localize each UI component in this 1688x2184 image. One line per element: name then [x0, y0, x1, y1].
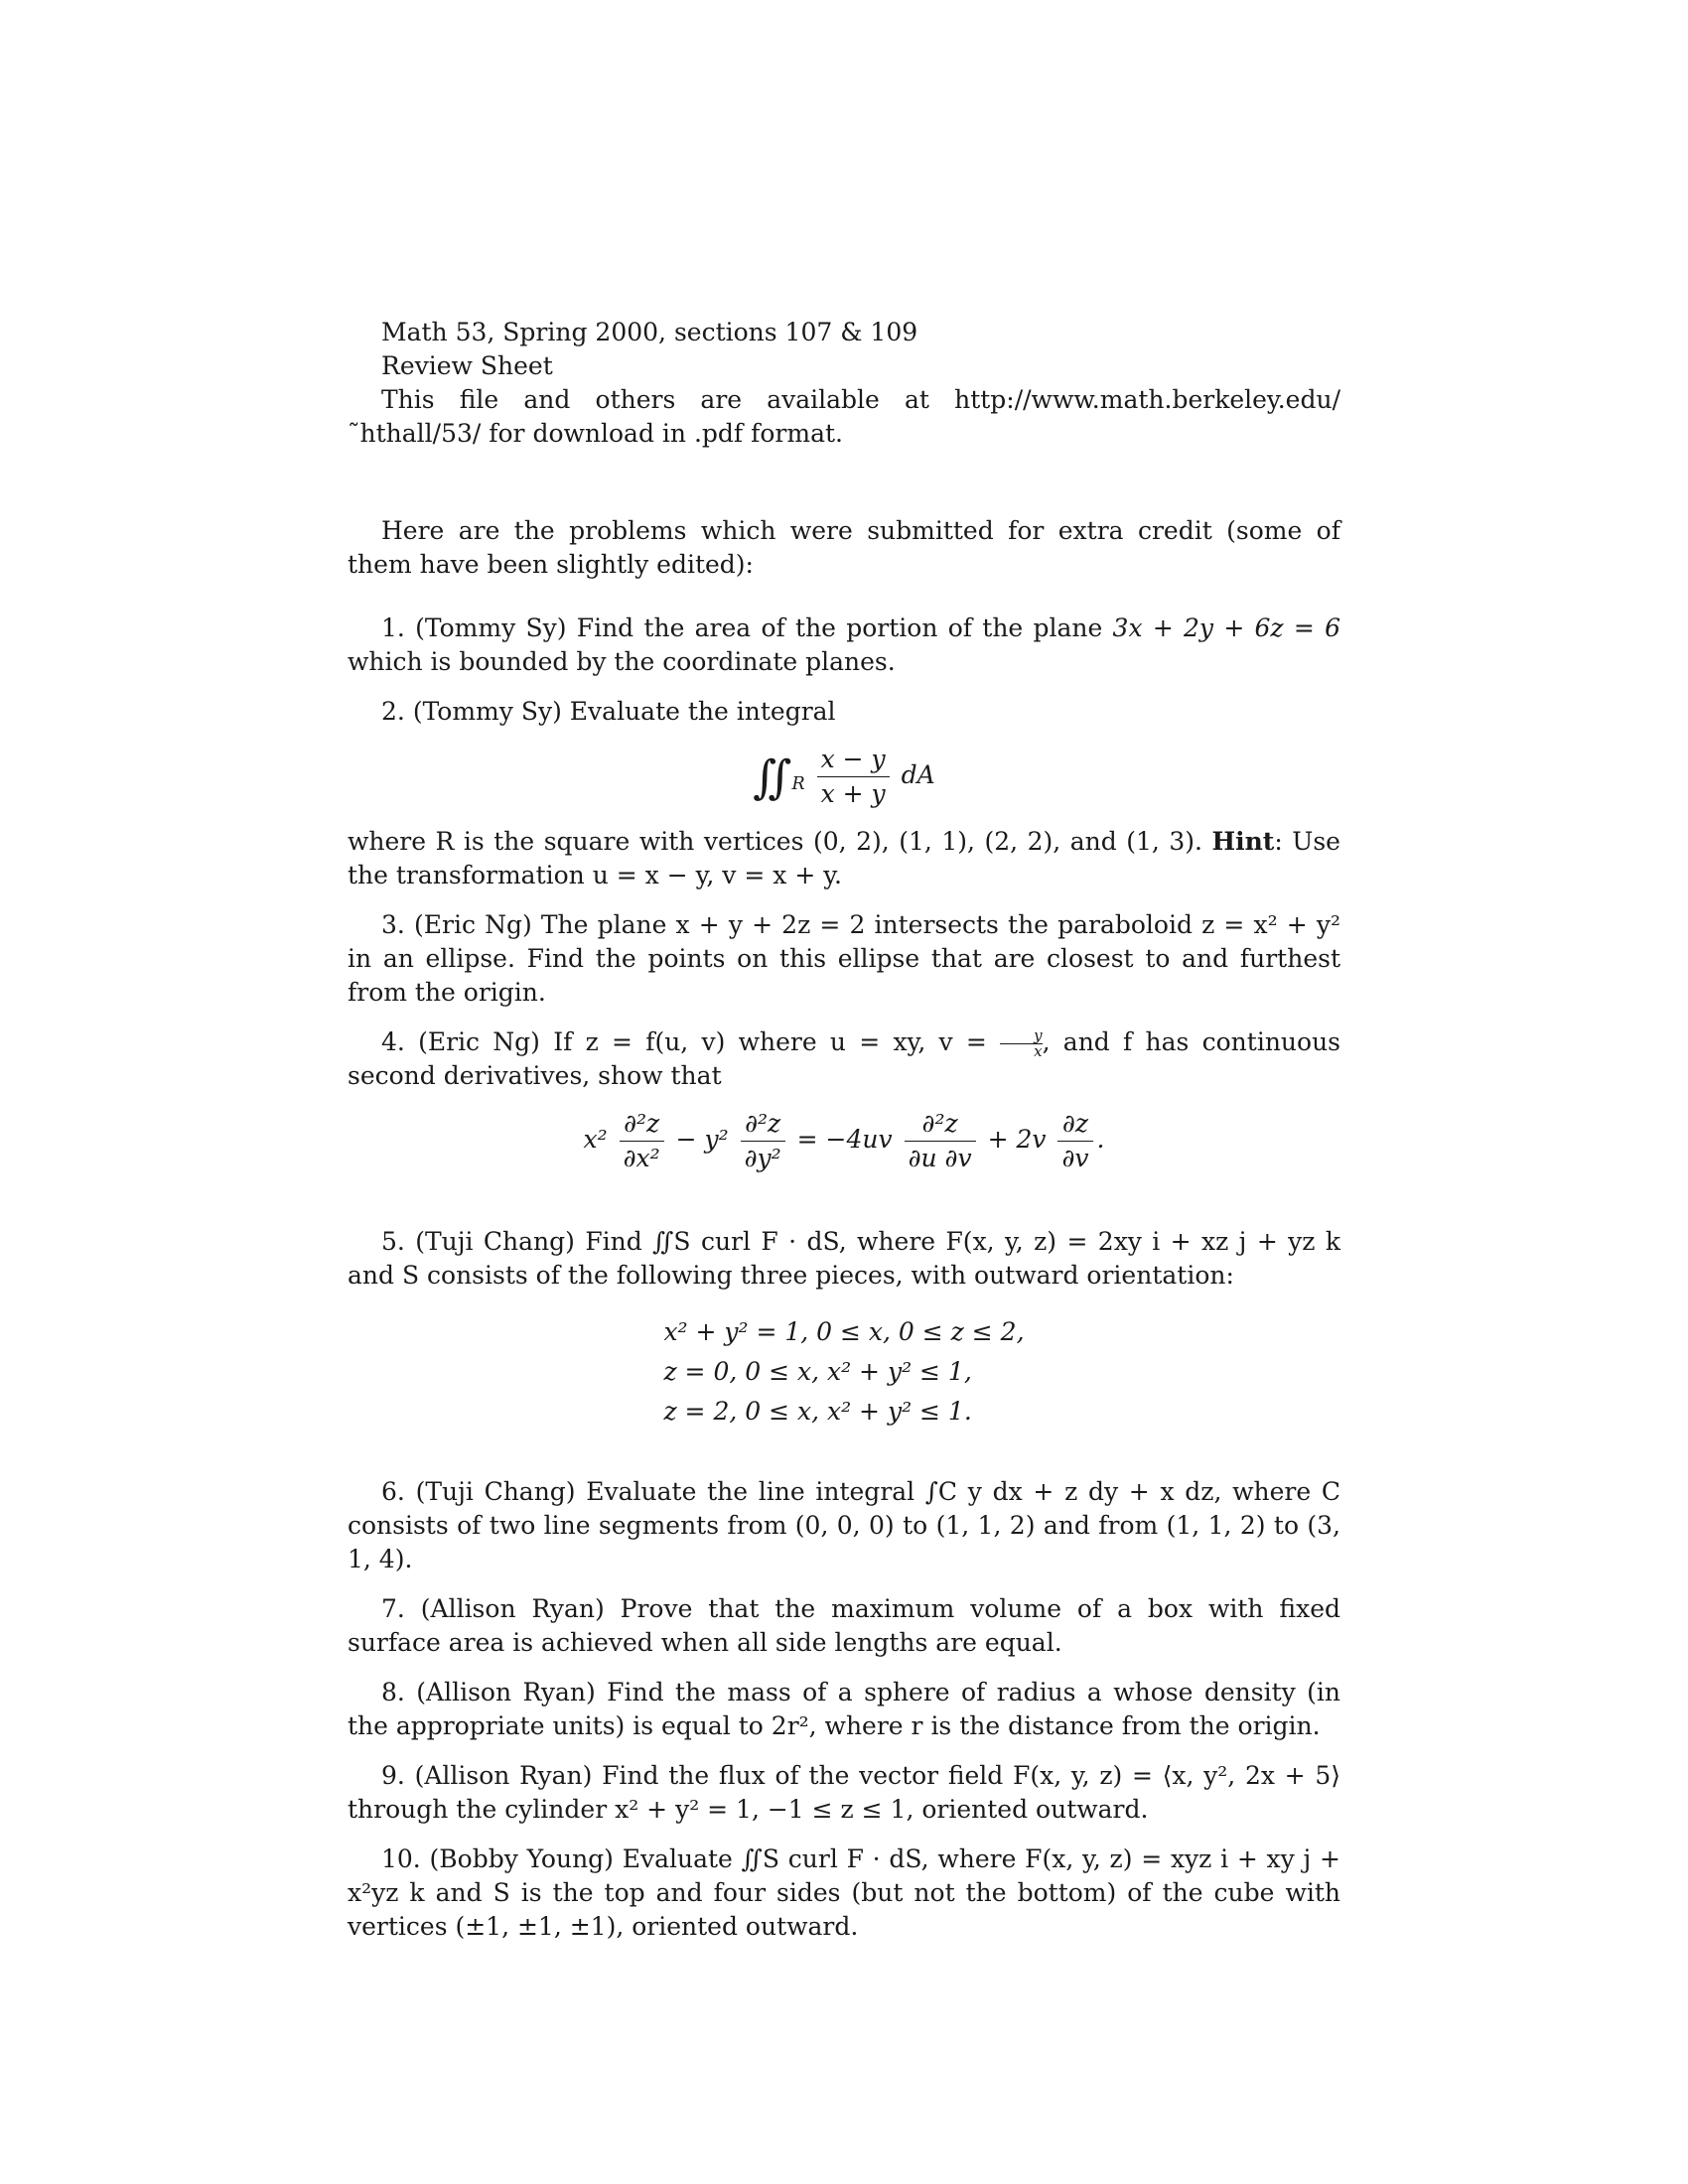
problem-3: 3. (Eric Ng) The plane x + y + 2z = 2 intersects the paraboloid z = x² + y² in an ellipse. Find the points on this ellipse that are closest to and furthest from the origin.	[348, 910, 1340, 1007]
problem-10: 10. (Bobby Young) Evaluate ∬S curl F · dS, where F(x, y, z) = xyz i + xy j + x²yz k and S is the top and four sides (but not the bottom) of the cube with vertices (±1, ±1, ±1), oriented outward.	[348, 1844, 1340, 1941]
integral-display: $∬_R$ $\frac{x - y}{x + y}$ dA	[348, 743, 1340, 811]
problem-7: 7. (Allison Ryan) Prove that the maximum volume of a box with fixed surface area is achieved when all side lengths are equal.	[348, 1594, 1340, 1657]
problem-5: 5. (Tuji Chang) Find ∬S curl F · dS, where F(x, y, z) = 2xy i + xz j + yz k and S consists of the following three pieces, with outward orientation: x² + y² = 1, 0 ≤ x, 0 ≤ z ≤ 2, z = 0, 0 ≤ x, x² + y² ≤ 1, z = 2, 0 ≤ x, x² + y² ≤ 1.	[348, 1225, 1340, 1432]
problem-1: 1. (Tommy Sy) Find the area of the portion of the plane 3x + 2y + 6z = 6 which is bounded by the coordinate planes.	[348, 614, 1340, 676]
problem-9: 9. (Allison Ryan) Find the flux of the vector field F(x, y, z) = ⟨x, y², 2x + 5⟩ through the cylinder x² + y² = 1, −1 ≤ z ≤ 1, oriented outward.	[348, 1761, 1340, 1824]
surface-piece: z = 2, 0 ≤ x, x² + y² ≤ 1.	[663, 1397, 972, 1426]
intro-paragraph: Here are the problems which were submitted for extra credit (some of them have been slightly edited):	[348, 516, 1340, 579]
document-page	[348, 316, 1340, 1960]
header-title: Review Sheet	[381, 351, 553, 380]
problem-8: 8. (Allison Ryan) Find the mass of a sphere of radius a whose density (in the appropriate units) is equal to 2r², where r is the distance from the origin.	[348, 1678, 1340, 1740]
header-course: Math 53, Spring 2000, sections 107 & 109	[381, 318, 918, 346]
surface-piece: x² + y² = 1, 0 ≤ x, 0 ≤ z ≤ 2,	[663, 1317, 1025, 1346]
surface-pieces	[348, 1312, 1340, 1432]
problem-2: 2. (Tommy Sy) Evaluate the integral $∬_R$ $\frac{x - y}{x + y}$ dA where R is the square with vertices (0, 2), (1, 1), (2, 2), and (1, 3). Hint: Use the transformation u = x − y, v = x + y.	[348, 697, 1340, 889]
problem-6: 6. (Tuji Chang) Evaluate the line integral ∫C y dx + z dy + x dz, where C consists of two line segments from (0, 0, 0) to (1, 1, 2) and from (1, 1, 2) to (3, 1, 4).	[348, 1477, 1340, 1573]
header-availability: This file and others are available at http://www.math.berkeley.edu/˜hthall/53/ for download in .pdf format.	[348, 385, 1340, 448]
document-header	[348, 316, 1340, 451]
pde-display: x² $\frac{\text{∂²z}}{\text{∂x²}}$ − y² $\frac{\text{∂²z}}{\text{∂y²}}$ = −4uv $\frac{\text{∂²z}}{\partial u \partial v}$ + 2v $\frac{\partial z}{\partial v}$ .	[583, 1109, 1105, 1172]
surface-piece: z = 0, 0 ≤ x, x² + y² ≤ 1,	[663, 1357, 972, 1386]
problem-4: 4. (Eric Ng) If z = f(u, v) where u = xy, v = $\frac{y}{x}$ , and f has continuous second derivatives, show that x² $\frac{\text{∂²z}}{\text{∂x²}}$ − y² $\frac{\text{∂²z}}{\text{∂y²}}$ = −4uv $\frac{\text{∂²z}}{\partial u \partial v}$ + 2v $\frac{\partial z}{\partial v}$ .	[348, 1025, 1340, 1175]
hint-label: Hint	[1211, 827, 1275, 856]
integrand-fraction: $\frac{x - y}{x + y}$	[817, 743, 890, 811]
